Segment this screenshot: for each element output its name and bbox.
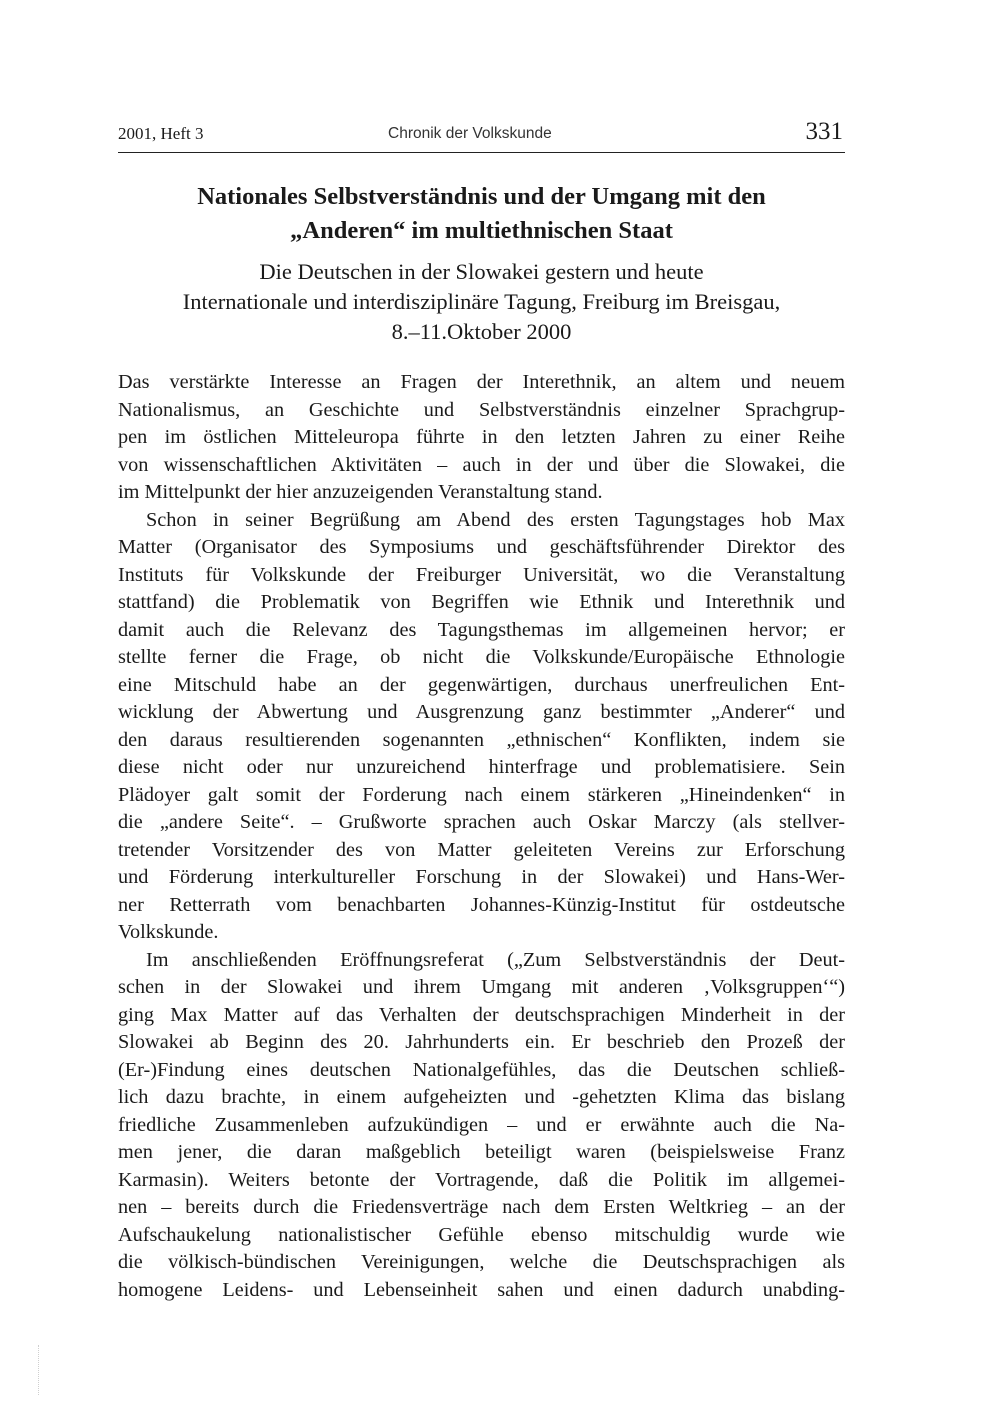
text-line: (Er-)Findung eines deutschen Nationalgefühles, das die Deutschen schließ-	[118, 1058, 845, 1081]
text-line: Matter (Organisator des Symposiums und geschäftsführender Direktor des	[118, 536, 845, 558]
running-header	[118, 118, 845, 153]
paragraph	[118, 947, 845, 1305]
article-body	[118, 369, 845, 1304]
subtitle-line: Die Deutschen in der Slowakei gestern und heute	[259, 259, 704, 284]
subtitle-line: Internationale und interdisziplinäre Tagung, Freiburg im Breisgau,	[182, 289, 781, 314]
title-line: Nationales Selbstverständnis und der Umgang mit den	[197, 183, 766, 210]
text-line: im Mittelpunkt der hier anzuzeigenden Veranstaltung stand.	[118, 481, 603, 503]
paragraph	[118, 507, 845, 947]
issue-label: 2001, Heft 3	[118, 124, 204, 143]
text-line: schen in der Slowakei und ihrem Umgang mit anderen ‚Volksgruppen‘“)	[118, 976, 845, 998]
text-line: wicklung der Abwertung und Ausgrenzung ganz bestimmter „Anderer“ und	[118, 701, 845, 723]
text-line: eine Mitschuld habe an der gegenwärtigen, durchaus unerfreulichen Ent-	[118, 673, 845, 696]
text-line: und Förderung interkultureller Forschung in der Slowakei) und Hans-Wer-	[118, 866, 845, 888]
text-line: Schon in seiner Begrüßung am Abend des ersten Tagungstages hob Max	[146, 508, 845, 531]
text-line: friedliche Zusammenleben aufzukündigen – und er erwähnte auch die Na-	[118, 1113, 845, 1136]
page-number: 331	[805, 118, 843, 145]
text-line: tretender Vorsitzender des von Matter geleiteten Vereins zur Erforschung	[118, 838, 845, 861]
text-line: homogene Leidens- und Lebenseinheit sahen und einen dadurch unabding-	[118, 1278, 845, 1301]
paragraph	[118, 369, 845, 507]
text-line: men jener, die daran maßgeblich beteiligt waren (beispielsweise Franz	[118, 1141, 845, 1163]
title-line: „Anderen“ im multiethnischen Staat	[290, 217, 673, 244]
scan-margin-marks	[38, 1345, 41, 1395]
text-line: die „andere Seite“. – Grußworte sprachen auch Oskar Marczy (als stellver-	[118, 811, 845, 833]
article-subtitle	[118, 257, 845, 347]
text-line: stattfand) die Problematik von Begriffen wie Ethnik und Interethnik und	[118, 591, 845, 613]
text-line: Volkskunde.	[118, 921, 219, 943]
text-line: ging Max Matter auf das Verhalten der deutschsprachigen Minderheit in der	[118, 1003, 845, 1026]
text-line: Instituts für Volkskunde der Freiburger Universität, wo die Veranstaltung	[118, 563, 845, 586]
text-line: von wissenschaftlichen Aktivitäten – auch in der und über die Slowakei, die	[118, 453, 845, 476]
text-line: pen im östlichen Mitteleuropa führte in den letzten Jahren zu einer Reihe	[118, 426, 845, 448]
text-line: damit auch die Relevanz des Tagungsthemas im allgemeinen hervor; er	[118, 618, 845, 641]
text-line: stellte ferner die Frage, ob nicht die Volkskunde/Europäische Ethnologie	[118, 646, 845, 668]
text-line: Karmasin). Weiters betonte der Vortragende, daß die Politik im allgemei-	[118, 1168, 845, 1191]
text-line: den daraus resultierenden sogenannten „ethnischen“ Konflikten, indem sie	[118, 728, 845, 751]
subtitle-line: 8.–11.Oktober 2000	[391, 319, 572, 344]
text-line: Plädoyer galt somit der Forderung nach einem stärkeren „Hineindenken“ in	[118, 783, 845, 806]
text-line: Im anschließenden Eröffnungsreferat („Zum Selbstverständnis der Deut-	[146, 948, 845, 971]
journal-title: Chronik der Volkskunde	[388, 125, 552, 142]
text-line: Slowakei ab Beginn des 20. Jahrhunderts ein. Er beschrieb den Prozeß der	[118, 1031, 845, 1053]
article-title	[118, 180, 845, 248]
text-line: Nationalismus, an Geschichte und Selbstverständnis einzelner Sprachgrup-	[118, 398, 845, 421]
text-line: lich dazu brachte, in einem aufgeheizten und -gehetzten Klima das bislang	[118, 1086, 845, 1108]
text-line: Das verstärkte Interesse an Fragen der Interethnik, an altem und neuem	[118, 371, 845, 393]
text-line: die völkisch-bündischen Vereinigungen, welche die Deutschsprachigen als	[118, 1251, 845, 1273]
text-line: Aufschaukelung nationalistischer Gefühle ebenso mitschuldig wurde wie	[118, 1223, 845, 1246]
text-line: diese nicht oder nur unzureichend hinterfrage und problematisiere. Sein	[118, 756, 845, 778]
text-line: ner Retterrath vom benachbarten Johannes-Künzig-Institut für ostdeutsche	[118, 893, 845, 916]
text-line: nen – bereits durch die Friedensverträge nach dem Ersten Weltkrieg – an der	[118, 1196, 845, 1218]
